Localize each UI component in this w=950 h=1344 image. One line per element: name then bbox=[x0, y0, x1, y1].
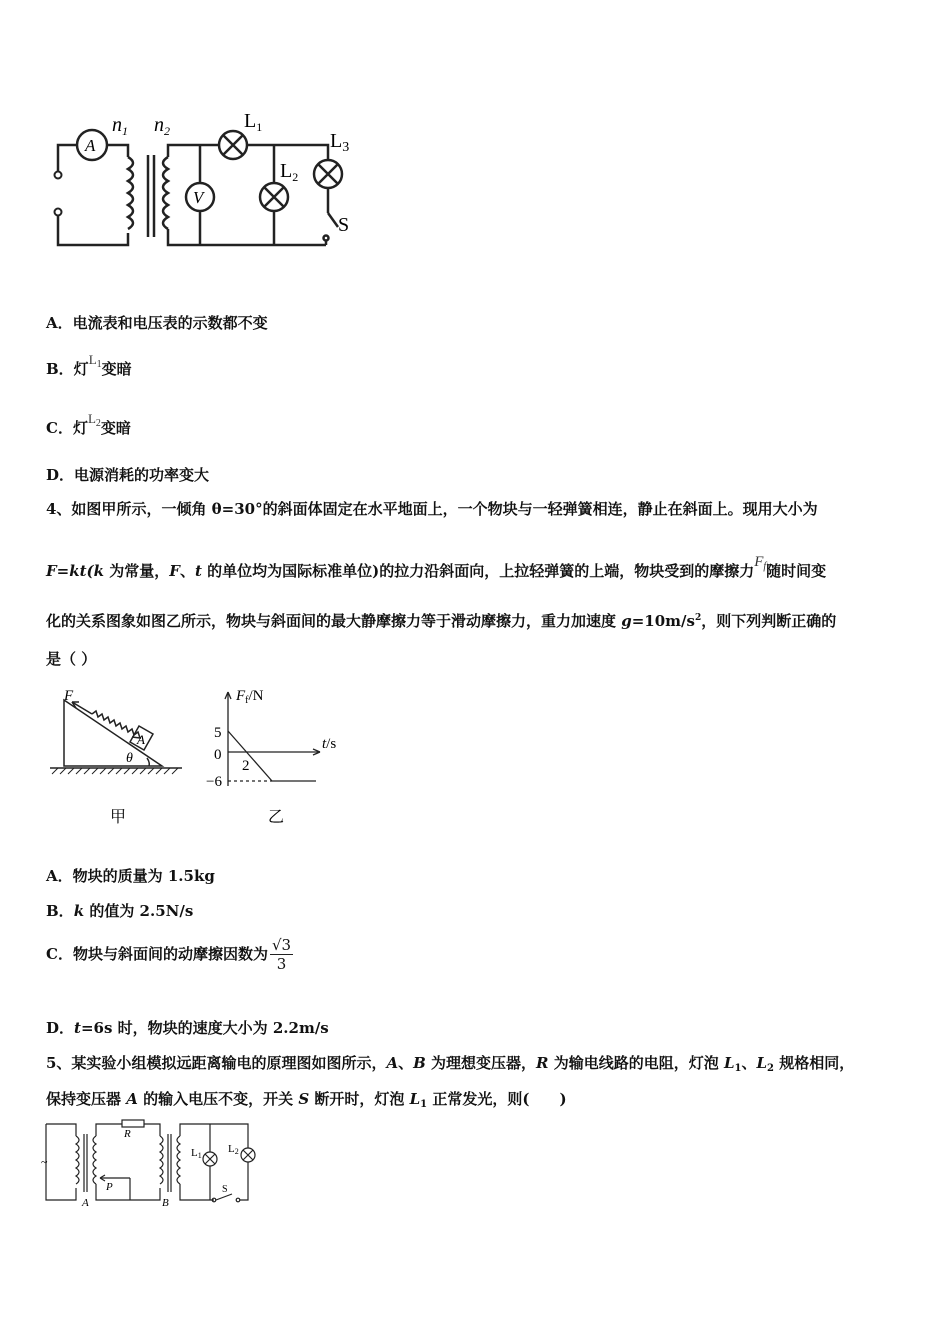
tick-2: 2 bbox=[242, 758, 250, 774]
lamp-L1-label: L1 bbox=[191, 1147, 202, 1160]
sqrt3-over-3-fraction: $\frac{√3}{3}$ bbox=[271, 936, 292, 973]
voltmeter-label: V bbox=[193, 188, 204, 207]
q3-option-b: B．灯$L_1$变暗 bbox=[46, 352, 132, 378]
y-axis-label: $F_f/N$ bbox=[236, 688, 264, 706]
ac-source-label: ~ bbox=[41, 1155, 48, 1169]
block-label: A bbox=[137, 732, 145, 747]
n1-label: $n_1$ bbox=[112, 114, 128, 138]
q4-line-4: 是（ ） bbox=[46, 650, 97, 668]
q4-line-3: 化的关系图象如图乙所示，物块与斜面间的最大静摩擦力等于滑动摩擦力，重力加速度 $g=10m/s^2$，则下列判断正确的 bbox=[46, 612, 837, 630]
q4-line-2: F=kt(k 为常量，F、t 的单位均为国际标准单位)的拉力沿斜面向，上拉轻弹簧的上端，物块受到的摩擦力$F_f$随时间变 bbox=[46, 554, 827, 580]
q5-line-1: 5、某实验小组模拟远距离输电的原理图如图所示，A、B 为理想变压器，R 为输电线路的电阻，灯泡 $L_1$、$L_2$ 规格相同， bbox=[46, 1054, 855, 1074]
transformer-a-label: A bbox=[82, 1197, 89, 1209]
L2-label: $L_2$ bbox=[280, 160, 299, 184]
q4-option-d: D．t=6s 时，物块的速度大小为 2.2m/s bbox=[46, 1019, 329, 1037]
ammeter-label: A bbox=[85, 136, 96, 155]
force-label: F bbox=[64, 688, 74, 704]
tick-0: 0 bbox=[214, 747, 222, 763]
transformer-b-label: B bbox=[162, 1197, 169, 1209]
lamp-L2-label: L2 bbox=[228, 1143, 239, 1156]
transmission-circuit-figure bbox=[40, 1118, 270, 1210]
resistor-label: R bbox=[124, 1128, 131, 1140]
switch-label: S bbox=[338, 214, 350, 236]
q3-option-a: A．电流表和电压表的示数都不变 bbox=[46, 314, 268, 332]
q5-line-2: 保持变压器 A 的输入电压不变，开关 S 断开时，灯泡 $L_1$ 正常发光，则( ) bbox=[46, 1090, 567, 1110]
q3-option-c: C．灯$L_2$变暗 bbox=[46, 411, 131, 437]
tap-label: P bbox=[106, 1181, 113, 1193]
q4-option-a: A．物块的质量为 1.5kg bbox=[46, 867, 215, 885]
q3-option-d: D．电源消耗的功率变大 bbox=[46, 466, 210, 484]
q4-line-1: 4、如图甲所示，一倾角 θ=30°的斜面体固定在水平地面上，一个物块与一轻弹簧相连，静止在斜面上。现用大小为 bbox=[46, 500, 818, 518]
switch-s-label: S bbox=[222, 1184, 228, 1195]
x-axis-label: t/s bbox=[322, 736, 337, 752]
friction-graph bbox=[200, 682, 360, 832]
q4-option-c: C．物块与斜面间的动摩擦因数为 $\frac{√3}{3}$ bbox=[46, 936, 292, 973]
q4-option-b: B．k 的值为 2.5N/s bbox=[46, 902, 194, 920]
L1-label: $L_1$ bbox=[244, 110, 263, 134]
tick-minus-6: −6 bbox=[206, 774, 222, 790]
transformer-circuit-figure bbox=[40, 105, 370, 255]
caption-yi: 乙 bbox=[268, 809, 285, 826]
tick-5: 5 bbox=[214, 725, 222, 741]
incline-figure bbox=[44, 682, 189, 832]
caption-jia: 甲 bbox=[110, 809, 127, 826]
n2-label: $n_2$ bbox=[154, 114, 170, 138]
L3-label: $L_3$ bbox=[330, 130, 350, 155]
theta-label: θ bbox=[126, 751, 133, 766]
